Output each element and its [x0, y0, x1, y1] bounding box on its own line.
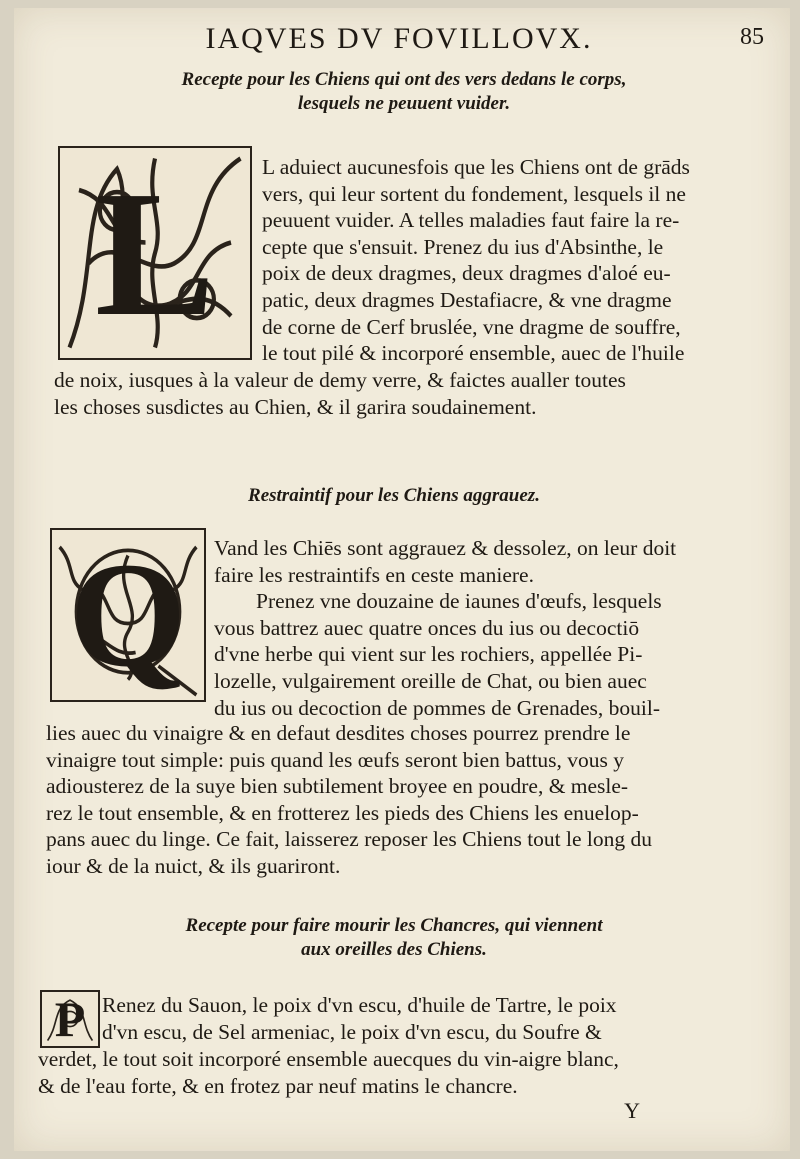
ornamental-initial-q [50, 528, 206, 702]
text-line: lozelle, vulgairement oreille de Chat, ou bien auec [214, 668, 647, 693]
paragraph-worms-beside [262, 154, 772, 367]
text-line: faire les restraintifs en ceste maniere. [214, 562, 534, 587]
running-title: IAQVES DV FOVILLOVX. [205, 22, 593, 55]
section-heading-restraintif [194, 484, 594, 508]
text-line: Vand les Chiēs sont aggrauez & dessolez, on leur doit [214, 536, 677, 560]
text-line: lies auec du vinaigre & en defaut desdites choses pourrez prendre le [46, 721, 631, 745]
paragraph-restraintif-beside [214, 535, 774, 721]
signature-mark: Y [624, 1098, 640, 1123]
heading-line: Recepte pour faire mourir les Chancres, qui viennent [185, 915, 603, 936]
text-line: patic, deux dragmes Destafiacre, & vne dragme [262, 287, 672, 312]
text-line: rez le tout ensemble, & en frotterez les pieds des Chiens les enuelop- [46, 800, 639, 825]
text-line: & de l'eau forte, & en frotez par neuf matins le chancre. [38, 1073, 518, 1098]
paragraph-chancres-full [38, 1046, 774, 1099]
text-line: poix de deux dragmes, deux dragmes d'aloé eu- [262, 261, 671, 286]
text-line: vinaigre tout simple: puis quand les œufs seront bien battus, vous y [46, 747, 625, 772]
running-head [14, 22, 790, 62]
text-line: d'vne herbe qui vient sur les rochiers, appellée Pi- [214, 642, 643, 667]
text-line: vers, qui leur sortent du fondement, lesquels il ne [262, 181, 686, 206]
section-heading-worms [154, 68, 654, 116]
text-line: vous battrez auec quatre onces du ius ou decoctiō [214, 615, 640, 640]
text-line: adiousterez de la suye bien subtilement broyee en poudre, & mesle- [46, 774, 629, 799]
initial-letter: P [54, 991, 86, 1047]
section-heading-chancres [134, 914, 654, 962]
text-line: iour & de la nuict, & ils guariront. [46, 853, 341, 878]
heading-line: lesquels ne peuuent vuider. [297, 93, 511, 114]
text-line: du ius ou decoction de pommes de Grenades, bouil- [214, 695, 661, 720]
text-line: de noix, iusques à la valeur de demy verre, & faictes aualler toutes [54, 368, 626, 392]
text-line: peuuent vuider. A telles maladies faut faire la re- [262, 208, 680, 233]
text-line: verdet, le tout soit incorporé ensemble auecques du vin-aigre blanc, [38, 1047, 619, 1071]
initial-letter: L [94, 153, 216, 353]
text-line: pans auec du linge. Ce fait, laisserez reposer les Chiens tout le long du [46, 827, 653, 852]
heading-line: Restraintif pour les Chiens aggrauez. [248, 485, 540, 506]
page-number: 85 [740, 24, 764, 50]
paragraph-restraintif-full [46, 720, 774, 880]
text-line: les choses susdictes au Chien, & il garira soudainement. [54, 394, 537, 419]
text-line: Renez du Sauon, le poix d'vn escu, d'huile de Tartre, le poix [102, 993, 617, 1017]
paragraph-chancres-beside [102, 992, 774, 1045]
book-page [14, 8, 790, 1151]
paragraph-worms-full [54, 367, 774, 420]
initial-letter: Q [69, 532, 187, 698]
ornamental-initial-p [40, 990, 100, 1048]
text-line: L aduiect aucunesfois que les Chiens ont de grāds [262, 155, 690, 179]
text-line: le tout pilé & incorporé ensemble, auec de l'huile [262, 341, 685, 366]
text-line: de corne de Cerf bruslée, vne dragme de souffre, [262, 314, 681, 339]
heading-line: aux oreilles des Chiens. [301, 939, 487, 960]
ornamental-initial-l [58, 146, 252, 360]
heading-line: Recepte pour les Chiens qui ont des vers dedans le corps, [181, 69, 627, 90]
text-line: Prenez vne douzaine de iaunes d'œufs, lesquels [256, 589, 662, 614]
text-line: d'vn escu, de Sel armeniac, le poix d'vn escu, du Soufre & [102, 1019, 602, 1044]
text-line: cepte que s'ensuit. Prenez du ius d'Absinthe, le [262, 234, 664, 259]
